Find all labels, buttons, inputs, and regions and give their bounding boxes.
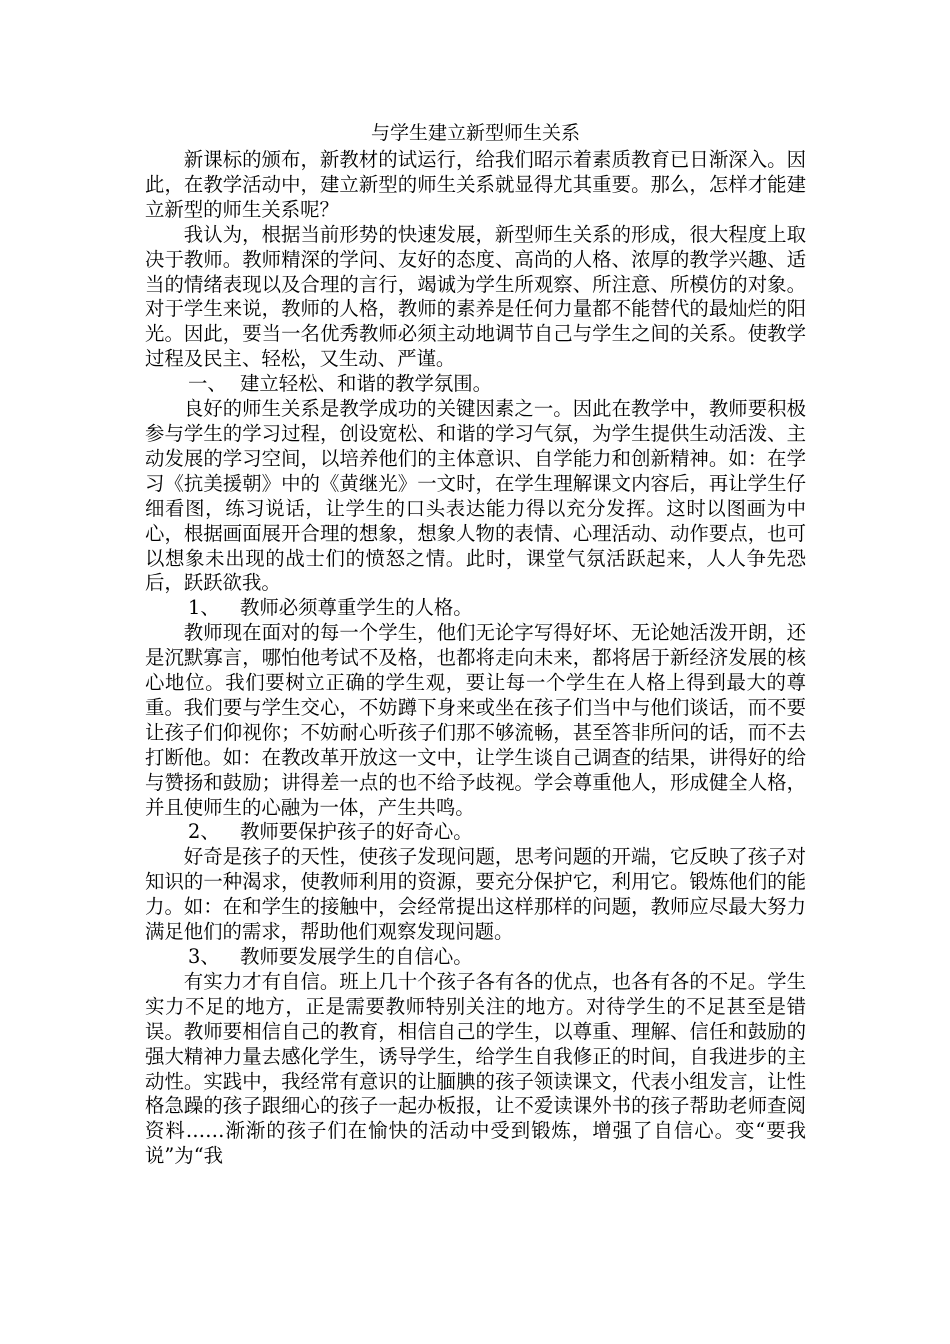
subsection-heading-text: 教师必须尊重学生的人格。 — [240, 596, 473, 620]
subsection-number: 1、 — [188, 596, 220, 620]
subsection-heading-3 — [145, 945, 806, 970]
paragraph-atmosphere: 良好的师生关系是教学成功的关键因素之一。因此在教学中，教师要积极参与学生的学习过程，创设宽松、和谐的学习气氛，为学生提供生动活泼、主动发展的学习空间，以培养他们的主体意识、自学能力和创新精神。如：在学习《抗美援朝》中的《黄继光》一文时，在学生理解课文内容后，再让学生仔细看图，练习说话，让学生的口头表达能力得以充分发挥。这时以图画为中心，根据画面展开合理的想象，想象人物的表情、心理活动、动作要点，也可以想象未出现的战士们的愤怒之情。此时，课堂气氛活跃起来，人人争先恐后，跃跃欲我。 — [145, 397, 806, 595]
section-number: 一、 — [188, 372, 227, 396]
subsection-heading-text: 教师要发展学生的自信心。 — [240, 945, 473, 968]
section-heading-text: 建立轻松、和谐的教学氛围。 — [240, 372, 493, 396]
subsection-number: 3、 — [188, 945, 220, 968]
paragraph-teacher-role: 我认为，根据当前形势的快速发展，新型师生关系的形成，很大程度上取决于教师。教师精深的学问、友好的态度、高尚的人格、浓厚的教学兴趣、适当的情绪表现以及合理的言行，竭诚为学生所观察、所注意、所模仿的对象。对于学生来说，教师的人格，教师的素养是任何力量都不能替代的最灿烂的阳光。因此，要当一名优秀教师必须主动地调节自己与学生之间的关系。使教学过程及民主、轻松，又生动、严谨。 — [145, 222, 806, 371]
paragraph-respect: 教师现在面对的每一个学生，他们无论字写得好坏、无论她活泼开朗，还是沉默寡言，哪怕他考试不及格，也都将走向未来，都将居于新经济发展的核心地位。我们要树立正确的学生观，要让每一个学生在人格上得到最大的尊重。我们要与学生交心，不妨蹲下身来或坐在孩子们当中与他们谈话，而不要让孩子们仰视你；不妨耐心听孩子们那不够流畅，甚至答非所问的话，而不去打断他。如：在教改革开放这一文中，让学生谈自己调查的结果，讲得好的给与赞扬和鼓励；讲得差一点的也不给予歧视。学会尊重他人，形成健全人格，并且使师生的心融为一体，产生共鸣。 — [145, 621, 806, 819]
subsection-heading-1 — [145, 596, 806, 621]
subsection-heading-text: 教师要保护孩子的好奇心。 — [240, 820, 473, 844]
paragraph-curiosity: 好奇是孩子的天性，使孩子发现问题，思考问题的开端，它反映了孩子对知识的一种渴求，使教师利用的资源，要充分保护它，利用它。锻炼他们的能力。如：在和学生的接触中，会经常提出这样那样的问题，教师应尽最大努力满足他们的需求，帮助他们观察发现问题。 — [145, 845, 806, 944]
subsection-number: 2、 — [188, 820, 220, 844]
document-page — [145, 120, 806, 1169]
paragraph-intro: 新课标的颁布，新教材的试运行，给我们昭示着素质教育已日渐深入。因此，在教学活动中，建立新型的师生关系就显得尤其重要。那么，怎样才能建立新型的师生关系呢？ — [145, 148, 806, 221]
subsection-heading-2 — [145, 820, 806, 845]
document-title: 与学生建立新型师生关系 — [370, 122, 580, 144]
paragraph-confidence: 有实力才有自信。班上几十个孩子各有各的优点，也各有各的不足。学生实力不足的地方，正是需要教师特别关注的地方。对待学生的不足甚至是错误。教师要相信自己的教育，相信自己的学生，以尊重、理解、信任和鼓励的强大精神力量去感化学生，诱导学生，给学生自我修正的时间，自我进步的主动性。实践中，我经常有意识的让腼腆的孩子领读课文，代表小组发言，让性格急躁的孩子跟细心的孩子一起办板报，让不爱读课外书的孩子帮助老师查阅资料……渐渐的孩子们在愉快的活动中受到锻炼，增强了自信心。变“要我说”为“我 — [145, 969, 806, 1168]
section-heading-1 — [145, 372, 806, 397]
